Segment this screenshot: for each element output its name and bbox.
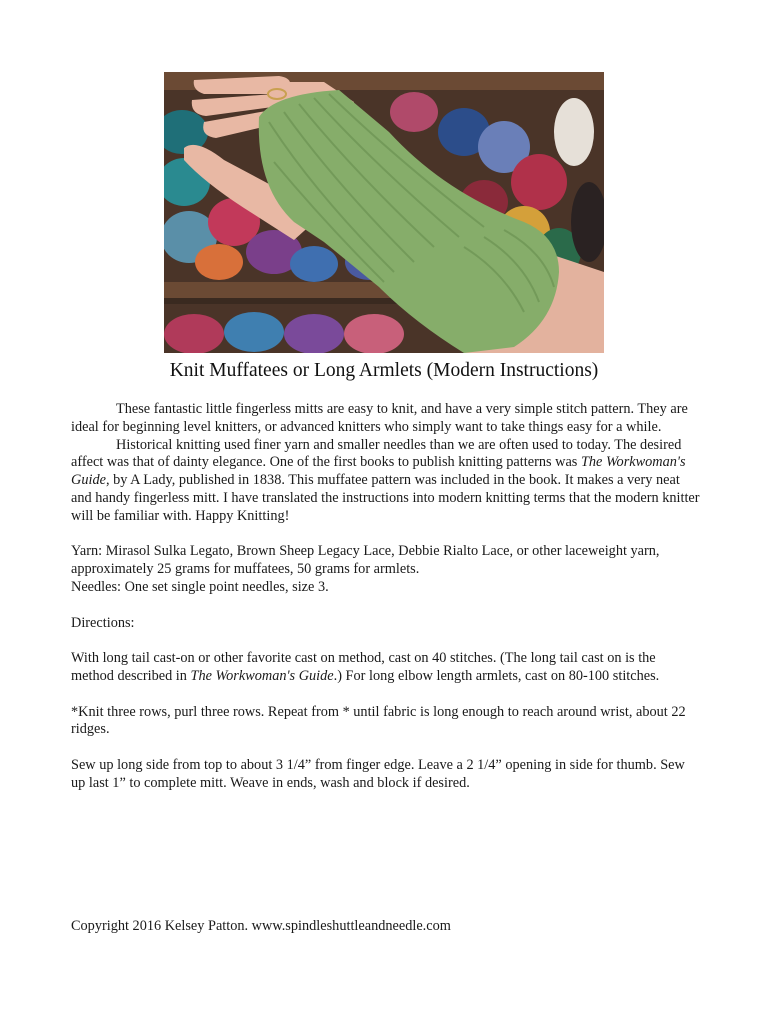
muffatee-photo-illustration xyxy=(164,72,604,353)
direction-step-3: Sew up long side from top to about 3 1/4” from finger edge. Leave a 2 1/4” opening in side for thumb. Sew up last 1” to complete mitt. Weave in ends, wash and block if desired. xyxy=(71,756,685,791)
intro-paragraph-2 xyxy=(71,437,701,526)
step1-text-a: With long tail cast-on or other favorite cast on method, cast on 40 stitches. (The long tail cast on is the method described in xyxy=(71,650,656,684)
book-title: The Workwoman's Guide xyxy=(71,454,686,489)
spacer xyxy=(71,632,701,650)
page-title: Knit Muffatees or Long Armlets (Modern Instructions) xyxy=(169,360,599,381)
book-title: The Workwoman's Guide xyxy=(190,667,334,684)
step1-text-b: .) For long elbow length armlets, cast on 80-100 stitches. xyxy=(333,667,660,684)
spacer xyxy=(71,686,701,704)
intro-paragraph-1: These fantastic little fingerless mitts are easy to knit, and have a very simple stitch pattern. They are ideal for beginning level knitters, or advanced knitters who simply want to take things easy for a while. xyxy=(71,401,688,435)
yarn-line: Yarn: Mirasol Sulka Legato, Brown Sheep Legacy Lace, Debbie Rialto Lace, or other laceweight yarn, approximately 25 grams for muffatees, 50 grams for armlets. xyxy=(71,543,660,578)
copyright-footer: Copyright 2016 Kelsey Patton. www.spindleshuttleandneedle.com xyxy=(71,918,451,934)
direction-step-1 xyxy=(71,650,701,686)
spacer xyxy=(71,739,701,757)
muffatee-photo xyxy=(164,72,604,353)
direction-step-2: *Knit three rows, purl three rows. Repeat from * until fabric is long enough to reach around wrist, about 22 ridges. xyxy=(71,703,686,738)
directions-heading: Directions: xyxy=(71,614,135,631)
intro-p2-text-b: , by A Lady, published in 1838. This muffatee pattern was included in the book. It makes a very neat and handy fingerless mitt. I have translated the instructions into modern knitting terms that the modern knitter will be familiar with. Happy Knitting! xyxy=(71,472,700,524)
pattern-body xyxy=(71,401,701,793)
intro-p2-text-a: Historical knitting used finer yarn and smaller needles than we are often used to today. The desired affect was that of dainty elegance. One of the first books to publish knitting patterns was xyxy=(71,436,682,471)
spacer xyxy=(71,526,701,544)
spacer xyxy=(71,597,701,615)
needles-line: Needles: One set single point needles, size 3. xyxy=(71,578,329,595)
